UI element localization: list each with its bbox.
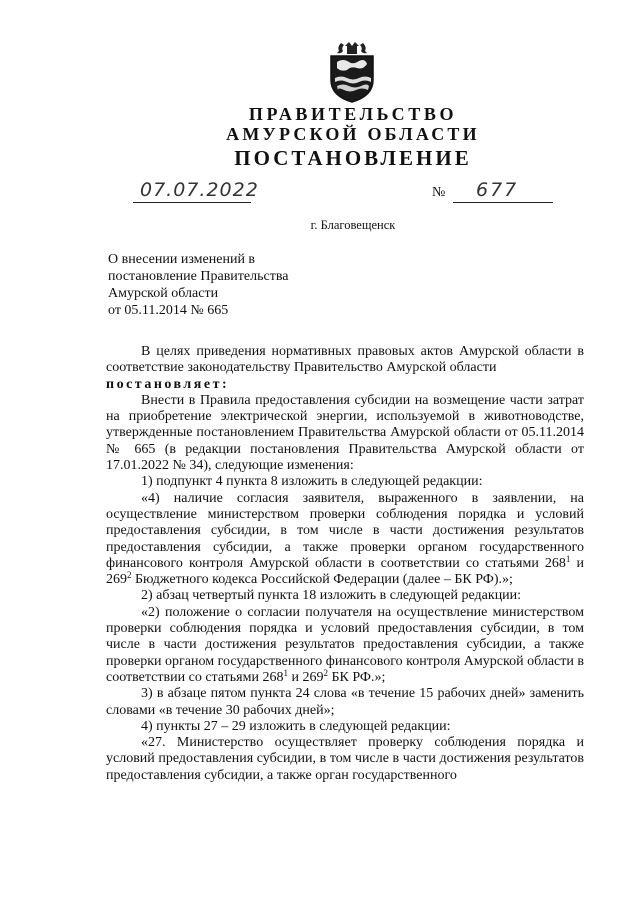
subject-line: О внесении изменений в xyxy=(108,252,256,267)
decree-word: постановляет: xyxy=(106,376,230,392)
body-paragraph: 1) подпункт 4 пункта 8 изложить в следующей редакции: xyxy=(141,474,483,490)
preamble-paragraph: В целях приведения нормативных правовых актов Амурской области в соответствие законодательству Правительство Амурской области xyxy=(106,344,584,376)
document-number: 677 xyxy=(476,179,519,201)
subject-line: постановление Правительства xyxy=(108,269,289,284)
body-paragraph: 3) в абзаце пятом пункта 24 слова «в течение 15 рабочих дней» заменить словами «в течение 30 рабочих дней»; xyxy=(106,686,584,718)
body-paragraph: Внести в Правила предоставления субсидии на возмещение части затрат на приобретение электрической энергии, используемой в животноводстве, утвержденные постановлением Правительства Амурской области от 05.11.2014 № 665 (в редакции постановления Правительства Амурской области от 17.01.2022 № 34), следующие изменения: xyxy=(106,392,584,474)
subject-line: Амурской области xyxy=(108,286,219,301)
number-sign: № xyxy=(432,185,446,200)
body-paragraph: 4) пункты 27 – 29 изложить в следующей редакции: xyxy=(141,718,451,734)
subject-line: от 05.11.2014 № 665 xyxy=(108,303,229,318)
city-name: г. Благовещенск xyxy=(310,218,396,232)
document-date: 07.07.2022 xyxy=(140,179,259,201)
date-underline xyxy=(133,202,251,203)
government-title-line1: ПРАВИТЕЛЬСТВО xyxy=(248,104,458,124)
body-paragraph: 2) абзац четвертый пункта 18 изложить в следующей редакции: xyxy=(141,588,522,604)
body-paragraph: «2) положение о согласии получателя на осуществление министерством проверки соблюдения порядка и условий предоставления субсидии, в том числе в части достижения результатов предоставления субсидии, а также проверки органом государственного финансового контроля Амурской области в соответствии со статьями $268^1$ и $269^2$ БК РФ.»; xyxy=(106,604,584,685)
body-paragraph: «27. Министерство осуществляет проверку соблюдения порядка и условий предоставления субсидии, в том числе в части достижения результатов предоставления субсидии, а также орган государственного xyxy=(106,735,584,783)
government-title-line2: АМУРСКОЙ ОБЛАСТИ xyxy=(226,124,480,144)
coat-of-arms-emblem xyxy=(327,40,377,104)
body-paragraph: «4) наличие согласия заявителя, выраженного в заявлении, на осуществление министерством проверки соблюдения порядка и условий предоставления субсидии, в том числе в части достижения результатов предоставления субсидии, а также проверки органом государственного финансового контроля Амурской области в соответствии со статьями $268^1$ и $269^2$ Бюджетного кодекса Российской Федерации (далее – БК РФ).»; xyxy=(106,490,584,588)
document-subject xyxy=(108,251,288,319)
document-type-title: ПОСТАНОВЛЕНИЕ xyxy=(234,146,472,170)
document-body xyxy=(106,344,584,784)
number-underline xyxy=(453,202,553,203)
